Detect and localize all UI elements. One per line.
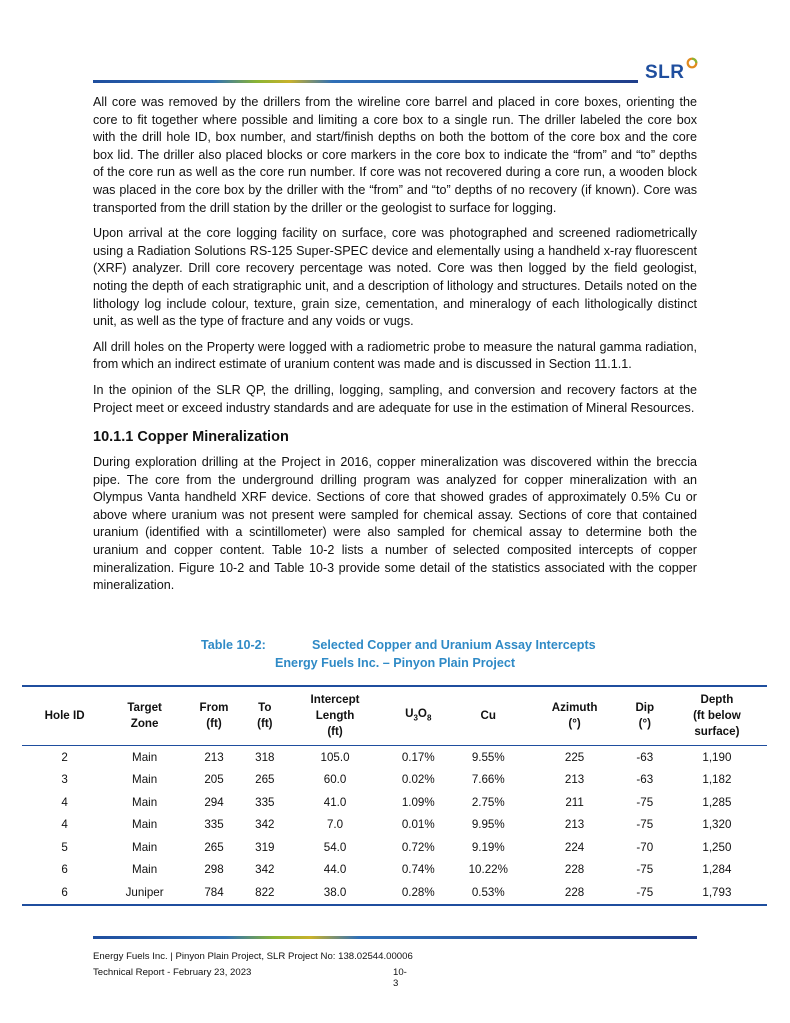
page-body [93,94,697,603]
column-header-text: Cu [480,709,496,722]
table-cell: 1.09% [401,795,435,809]
table-cell: 1,190 [702,750,732,764]
column-header [526,686,622,746]
table-cell: 228 [564,885,585,899]
column-header-text: Azimuth [551,701,598,714]
table-cell: -75 [636,818,654,832]
column-header [450,686,526,746]
table-cell: 319 [255,840,275,854]
table-cell: 784 [204,885,224,899]
column-header [182,686,246,746]
footer-report-line [93,967,407,989]
column-header [107,686,182,746]
table-cell: 1,793 [702,885,732,899]
table-cell: 4 [61,795,68,809]
column-header-text: (°) [638,717,651,730]
table-cell: 0.17% [401,750,435,764]
table-row [22,746,767,769]
table-cell: 265 [204,840,224,854]
table-cell: 44.0 [323,863,347,877]
table-cell: 228 [564,863,585,877]
table-cell: 342 [255,818,275,832]
table-cell: 1,250 [702,840,732,854]
table-cell: 105.0 [320,750,350,764]
table-cell: Main [132,840,158,854]
table-cell: 60.0 [323,773,347,787]
column-header-text: Depth [700,693,734,706]
table-row [22,836,767,859]
column-header-text: (ft) [257,717,273,730]
table-cell: -75 [636,795,654,809]
table-row [22,859,767,882]
column-header-text: Dip [635,701,655,714]
logo-swirl-icon [686,57,698,69]
paragraph-copper-mineralization: During exploration drilling at the Project in 2016, copper mineralization was discovered within the breccia pipe. The core from the underground drilling program was analyzed for copper mineralization with an Olympus Vanta handheld XRF device. Sections of core that showed grades of approximately 0.5% Cu or above where uranium was not present were sampled for chemical assay. Sections of core that contained uranium (identified with a scintillometer) were also sampled for chemical assay to determine both the uranium and copper content. Table 10-2 lists a number of selected composited intercepts of copper mineralization. Figure 10-2 and Table 10-3 provide some detail of the statistics associated with the copper mineralization. [93,455,697,593]
table-cell: 225 [564,750,585,764]
table-cell: 1,284 [702,863,732,877]
table-cell: -70 [636,840,654,854]
table-cell: 335 [204,818,224,832]
table-body [22,746,767,905]
table-cell: 822 [255,885,275,899]
table-cell: -63 [636,773,654,787]
table-cell: 41.0 [323,795,347,809]
table-cell: -75 [636,863,654,877]
table-row [22,881,767,905]
table-cell: Main [132,795,158,809]
table-cell: 0.74% [401,863,435,877]
table-cell: 213 [564,818,585,832]
column-header [623,686,667,746]
column-header [246,686,284,746]
paragraph-core-handling: All core was removed by the drillers from the wireline core barrel and placed in core boxes, orienting the core to fit together where possible and limiting a core box to a single run. The driller labeled the core box with the drill hole ID, box number, and start/finish depths on both the bottom of the core box and the core box lid. The driller also placed blocks or core markers in the core box to indicate the “from” and “to” depths of the core run as well as the core run number. If core was not recovered during a core run, a wooden block was placed in the core box by the driller with the “from” and “to” depths of no recovery (if known). Core was transported from the drill station by the driller or the geologist to surface for logging. [93,95,697,215]
assay-intercepts-table [22,685,767,906]
table-cell: 342 [255,863,275,877]
column-header-text: $U_3O_8$ [405,706,432,723]
table-cell: 335 [255,795,275,809]
table-cell: 294 [204,795,224,809]
table-cell: 0.02% [401,773,435,787]
column-header-text: (ft) [206,717,222,730]
table-cell: 54.0 [323,840,347,854]
table-cell: 0.72% [401,840,435,854]
table-cell: 0.28% [401,885,435,899]
table-cell: 0.53% [471,885,505,899]
table-cell: Main [132,773,158,787]
column-header-text: Hole ID [44,709,85,722]
table-caption-title: Selected Copper and Uranium Assay Intercepts [312,638,596,652]
footer-report-date: Technical Report - February 23, 2023 [93,967,252,978]
footer-project-line: Energy Fuels Inc. | Pinyon Plain Project, SLR Project No: 138.02544.00006 [93,951,413,962]
table-cell: -75 [636,885,654,899]
column-header-text: (°) [568,717,581,730]
table-cell: 1,320 [702,818,732,832]
table-cell: 5 [61,840,68,854]
table-cell: 7.66% [471,773,505,787]
table-cell: 9.55% [471,750,505,764]
paragraph-core-logging: Upon arrival at the core logging facility on surface, core was photographed and screened radiometrically using a Radiation Solutions RS-125 Super-SPEC device and elementally using a handheld x-ray fluorescent (XRF) analyzer. Drill core recovery percentage was noted. Core was then logged by the field geologist, noting the depth of each stratigraphic unit, and a description of lithology and structures. Details noted on the lithology log include colour, texture, grain size, cementation, and mineralogy of each lithologically distinct unit, as well as the type of fracture and any voids or vugs. [93,226,697,329]
table-cell: 7.0 [326,818,344,832]
table-cell: 213 [564,773,585,787]
column-header [386,686,450,746]
table-cell: Main [132,750,158,764]
column-header [284,686,387,746]
table-cell: 0.01% [401,818,435,832]
table-cell: 6 [61,885,68,899]
table-row [22,769,767,792]
table-cell: Juniper [125,885,164,899]
header-rule [93,80,638,83]
logo-text: SLR [645,62,685,83]
page-number: 10-3 [393,967,407,989]
table-cell: 9.95% [471,818,505,832]
table-cell: 2 [61,750,68,764]
column-header-text: Target [127,701,162,714]
table-cell: 4 [61,818,68,832]
column-header-text: From [199,701,229,714]
table-cell: Main [132,863,158,877]
table-cell: 205 [204,773,224,787]
table-cell: 2.75% [471,795,505,809]
table-cell: 1,285 [702,795,732,809]
table-cell: 213 [204,750,224,764]
table-cell: 38.0 [323,885,347,899]
table-cell: 224 [564,840,585,854]
table-cell: 298 [204,863,224,877]
column-header-text: surface) [694,725,740,738]
column-header-text: (ft below [693,709,741,722]
table-cell: 1,182 [702,773,732,787]
column-header-text: Zone [130,717,159,730]
table-header-row [22,686,767,746]
table-cell: 3 [61,773,68,787]
column-header [22,686,107,746]
table-row [22,814,767,837]
column-header-text: Length [315,709,355,722]
section-heading: 10.1.1 Copper Mineralization [93,429,289,446]
table-cell: 265 [255,773,275,787]
footer-rule [93,936,697,939]
column-header-text: To [258,701,272,714]
table-cell: 318 [255,750,275,764]
table-cell: 10.22% [468,863,508,877]
table-cell: -63 [636,750,654,764]
table-caption-number: Table 10-2: [201,638,266,652]
table-caption-subtitle: Energy Fuels Inc. – Pinyon Plain Project [274,656,516,670]
column-header [667,686,767,746]
table-row [22,791,767,814]
table-cell: 9.19% [471,840,505,854]
paragraph-qp-opinion: In the opinion of the SLR QP, the drilling, logging, sampling, and conversion and recovery factors at the Project meet or exceed industry standards and are adequate for use in the estimation of Mineral Resources. [93,382,697,415]
table-cell: 6 [61,863,68,877]
column-header-text: (ft) [327,725,343,738]
table-cell: Main [132,818,158,832]
column-header-text: Intercept [310,693,360,706]
table-cell: 211 [565,795,584,809]
slr-logo [645,62,685,84]
paragraph-radiometric-probe: All drill holes on the Property were logged with a radiometric probe to measure the natural gamma radiation, from which an indirect estimate of uranium content was made and is discussed in Section 11.1.1. [93,339,697,372]
